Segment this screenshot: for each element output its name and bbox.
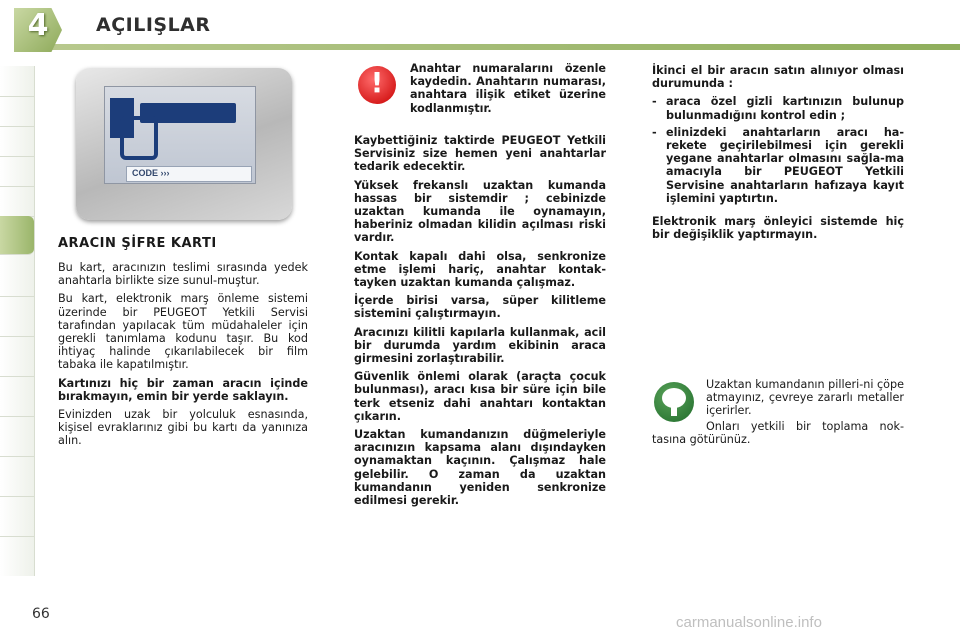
side-index-tab[interactable] xyxy=(0,156,34,187)
chapter-number: 4 xyxy=(27,8,49,43)
checklist xyxy=(652,95,904,205)
page-number: 66 xyxy=(32,606,50,622)
side-index-tab[interactable] xyxy=(0,96,34,127)
side-index-tab[interactable] xyxy=(0,386,34,417)
side-index-tab[interactable] xyxy=(0,126,34,157)
note: Elektronik marş önleyici sistemde hiç bir değişiklik yaptırmayın. xyxy=(652,215,904,242)
side-index-tab[interactable] xyxy=(0,266,34,297)
side-index-tab[interactable] xyxy=(0,306,34,337)
exclamation-icon: ! xyxy=(370,66,384,99)
right-heading: İkinci el bir aracın satın alınıyor olması durumunda : xyxy=(652,64,904,91)
paragraph: Kaybettiğiniz taktirde PEUGEOT Yetkili Servisiniz size hemen yeni anahtarlar tedarik edecektir. xyxy=(354,134,606,174)
warning-text: Anahtar numaralarını özenle kaydedin. Anahtarın numarası, anahtara ilişik etiket üzerine kodlanmıştır. xyxy=(410,62,606,115)
side-index-tab[interactable] xyxy=(0,426,34,457)
side-index-tab[interactable] xyxy=(0,66,34,97)
bold-paragraph: Kartınızı hiç bir zaman aracın içinde bırakmayın, emin bir yerde saklayın. xyxy=(58,376,308,403)
side-index-tab[interactable] xyxy=(0,506,34,537)
watermark: carmanualsonline.info xyxy=(676,614,822,631)
paragraph: Evinizden uzak bir yolculuk esnasında, kişisel evraklarınız gibi bu kartı da yanınıza alın. xyxy=(58,408,308,448)
side-index-tab[interactable] xyxy=(0,466,34,497)
side-index-tab[interactable] xyxy=(0,346,34,377)
eco-text-2: Onları yetkili bir toplama nok-tasına götürünüz. xyxy=(652,420,904,447)
section-heading: ARACIN ŞİFRE KARTI xyxy=(58,236,217,251)
tree-trunk-icon xyxy=(671,404,677,416)
paragraph: Bu kart, elektronik marş önleme sistemi üzerinde bir PEUGEOT Yetkili Servisi tarafından yapılacak tüm müdahaleler için gerekli tanımlama kodunu taşır. Bu kod ihtiyaç halinde çıkarılabilecek bir film tabaka ile kapatılmıştır. xyxy=(58,292,308,372)
eco-text: Uzaktan kumandanın pilleri-ni çöpe atmayınız, çevreye zararlı metaller içerirler. xyxy=(706,378,904,418)
side-index-tab-active[interactable] xyxy=(0,216,34,255)
key-ring-icon xyxy=(120,116,158,160)
middle-column xyxy=(354,134,606,512)
list-item: - elinizdeki anahtarların aracı ha-rekete geçirilebilmesi için gerekli yegane anahtarlar olmasını sağla-ma amacıyla bir PEUGEOT Yetkili Servisine anahtarların hafızaya kayıt işlemini yaptırtın. xyxy=(652,126,904,205)
paragraph: İçerde birisi varsa, süper kilitleme sistemini çalıştırmayın. xyxy=(354,294,606,321)
paragraph: Aracınızı kilitli kapılarla kullanmak, acil bir durumda yardım ekibinin araca girmesini zorlaştırabilir. xyxy=(354,325,606,366)
paragraph: Kontak kapalı dahi olsa, senkronize etme işlemi hariç, anahtar kontak-tayken uzaktan kumanda çalışmaz. xyxy=(354,249,606,290)
paragraph: Yüksek frekanslı uzaktan kumanda hassas bir sistemdir ; cebinizde uzaktan kumanda ile oynamayın, haberiniz olmadan kilidin açılması riski vardır. xyxy=(354,178,606,245)
right-column xyxy=(652,64,904,246)
code-label: CODE ››› xyxy=(132,168,170,178)
side-index-rail xyxy=(0,66,35,576)
header-band xyxy=(24,44,960,50)
chapter-title: AÇILIŞLAR xyxy=(96,14,211,36)
paragraph: Bu kart, aracınızın teslimi sırasında yedek anahtarla birlikte size sunul-muştur. xyxy=(58,261,308,288)
side-index-tab[interactable] xyxy=(0,186,34,217)
list-item: - araca özel gizli kartınızın bulunup bulunmadığını kontrol edin ; xyxy=(652,95,904,121)
paragraph: Uzaktan kumandanızın düğmeleriyle aracınızın kapsama alanı dışındayken oynamaktan kaçının. Çalışmaz hale gelebilir. O zaman da uzaktan kumandanın yeniden senkronize edilmesi gerekir. xyxy=(354,428,606,508)
left-column xyxy=(58,236,308,453)
paragraph: Güvenlik önlemi olarak (araçta çocuk bulunması), aracı kısa bir süre için bile terk etseniz dahi anahtarı kontaktan çıkarın. xyxy=(354,370,606,423)
